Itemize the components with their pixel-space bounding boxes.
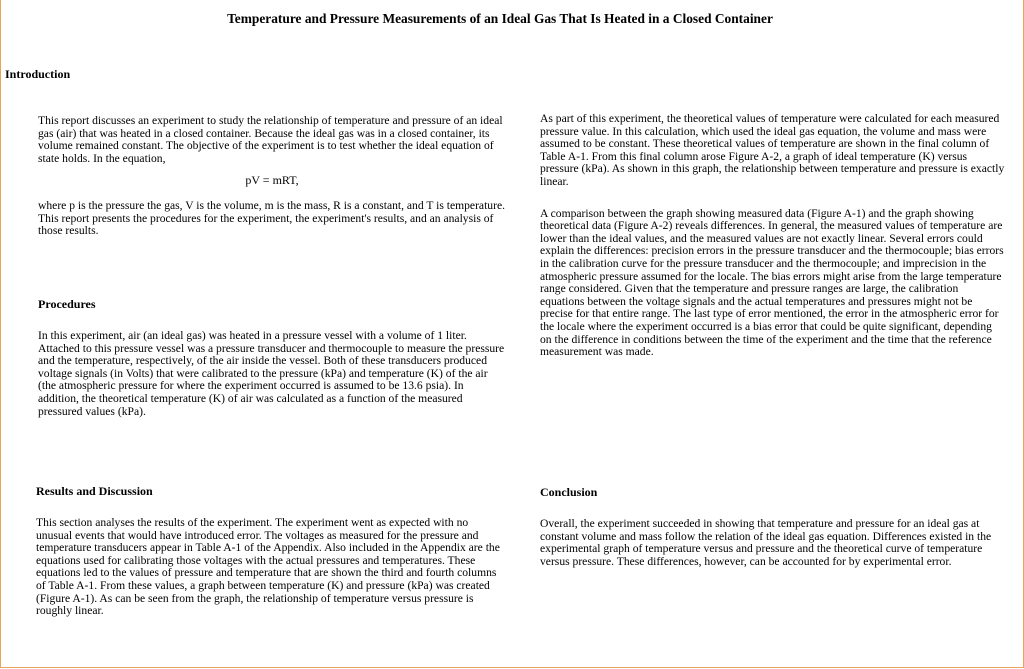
conclusion-paragraph: Overall, the experiment succeeded in showing that temperature and pressure for an ideal gas at constant volume and mass follow the relation of the ideal gas equation. Differences existed in the experimental graph of temperature versus and pressure and the theoretical curve of temperature versus pressure. These differences, however, can be accounted for by experimental error. (540, 517, 992, 568)
ideal-gas-equation: pV = mRT, (245, 173, 299, 188)
procedures-paragraph: In this experiment, air (an ideal gas) was heated in a pressure vessel with a volume of 1 liter. Attached to this pressure vessel was a pressure transducer and thermocouple to measure the pressure and the temperature, respectively, of the air inside the vessel. Both of these transducers produced voltage signals (in Volts) that were calibrated to the pressure (kPa) and temperature (K) of the air (the atmospheric pressure for where the experiment occurred is assumed to be 13.6 psia). In addition, the theoretical temperature (K) of air was calculated as a function of the measured pressured values (kPa). (38, 329, 505, 418)
document-title: Temperature and Pressure Measurements of an Ideal Gas That Is Heated in a Closed Container (227, 11, 773, 26)
introduction-paragraph-2: where p is the pressure the gas, V is the volume, m is the mass, R is a constant, and T is temperature. This report presents the procedures for the experiment, the experiment's results, and an analysis of those results. (38, 198, 505, 238)
introduction-heading: Introduction (5, 67, 71, 81)
conclusion-section (540, 484, 1005, 568)
theoretical-values-paragraph: As part of this experiment, the theoretical values of temperature were calculated for each measured pressure value. In this calculation, which used the ideal gas equation, the volume and mass were assumed to be constant. These theoretical values of temperature are shown in the final column of Table A-1. From this final column arose Figure A-2, a graph of ideal temperature (K) versus pressure (kPa). As shown in this graph, the relationship between temperature and pressure is exactly linear. (540, 112, 1005, 188)
procedures-heading: Procedures (38, 297, 96, 311)
results-section (36, 483, 506, 618)
discussion-continued-section (540, 113, 1005, 359)
results-paragraph: This section analyses the results of the experiment. The experiment went as expected with no unusual events that would have introduced error. The voltages as measured for the pressure and temperature transducers appear in Table A-1 of the Appendix. Also included in the Appendix are the equations used for calibrating those voltages with the actual pressures and temperatures. These equations led to the values of pressure and temperature that are shown the third and fourth columns of Table A-1. From these values, a graph between temperature (K) and pressure (kPa) was created (Figure A-1). As can be seen from the graph, the relationship of temperature versus pressure is roughly linear. (36, 516, 500, 618)
procedures-section (38, 296, 506, 418)
introduction-section (38, 115, 506, 238)
results-heading: Results and Discussion (36, 484, 153, 498)
comparison-paragraph: A comparison between the graph showing measured data (Figure A-1) and the graph showing theoretical data (Figure A-2) reveals differences. In general, the measured values of temperature are lower than the ideal values, and the measured values are not exactly linear. Several errors could explain the differences: precision errors in the pressure transducer and the thermocouple; bias errors in the calibration curve for the pressure transducer and the thermocouple; and imprecision in the atmospheric pressure assumed for the locale. The bias errors might arise from the large temperature range considered. Given that the temperature and pressure ranges are large, the calibration equations between the voltage signals and the actual temperatures and pressures might not be precise for that entire range. The last type of error mentioned, the error in the atmospheric error for the locale where the experiment occurred is a bias error that could be quite significant, depending on the difference in conditions between the time of the experiment and the time that the reference measurement was made. (540, 206, 1004, 359)
conclusion-heading: Conclusion (540, 485, 598, 499)
introduction-paragraph-1: This report discusses an experiment to study the relationship of temperature and pressure of an ideal gas (air) that was heated in a closed container. Because the ideal gas was in a closed container, its volume remained constant. The objective of the experiment is to test whether the ideal equation of state holds. In the equation, (38, 114, 503, 165)
